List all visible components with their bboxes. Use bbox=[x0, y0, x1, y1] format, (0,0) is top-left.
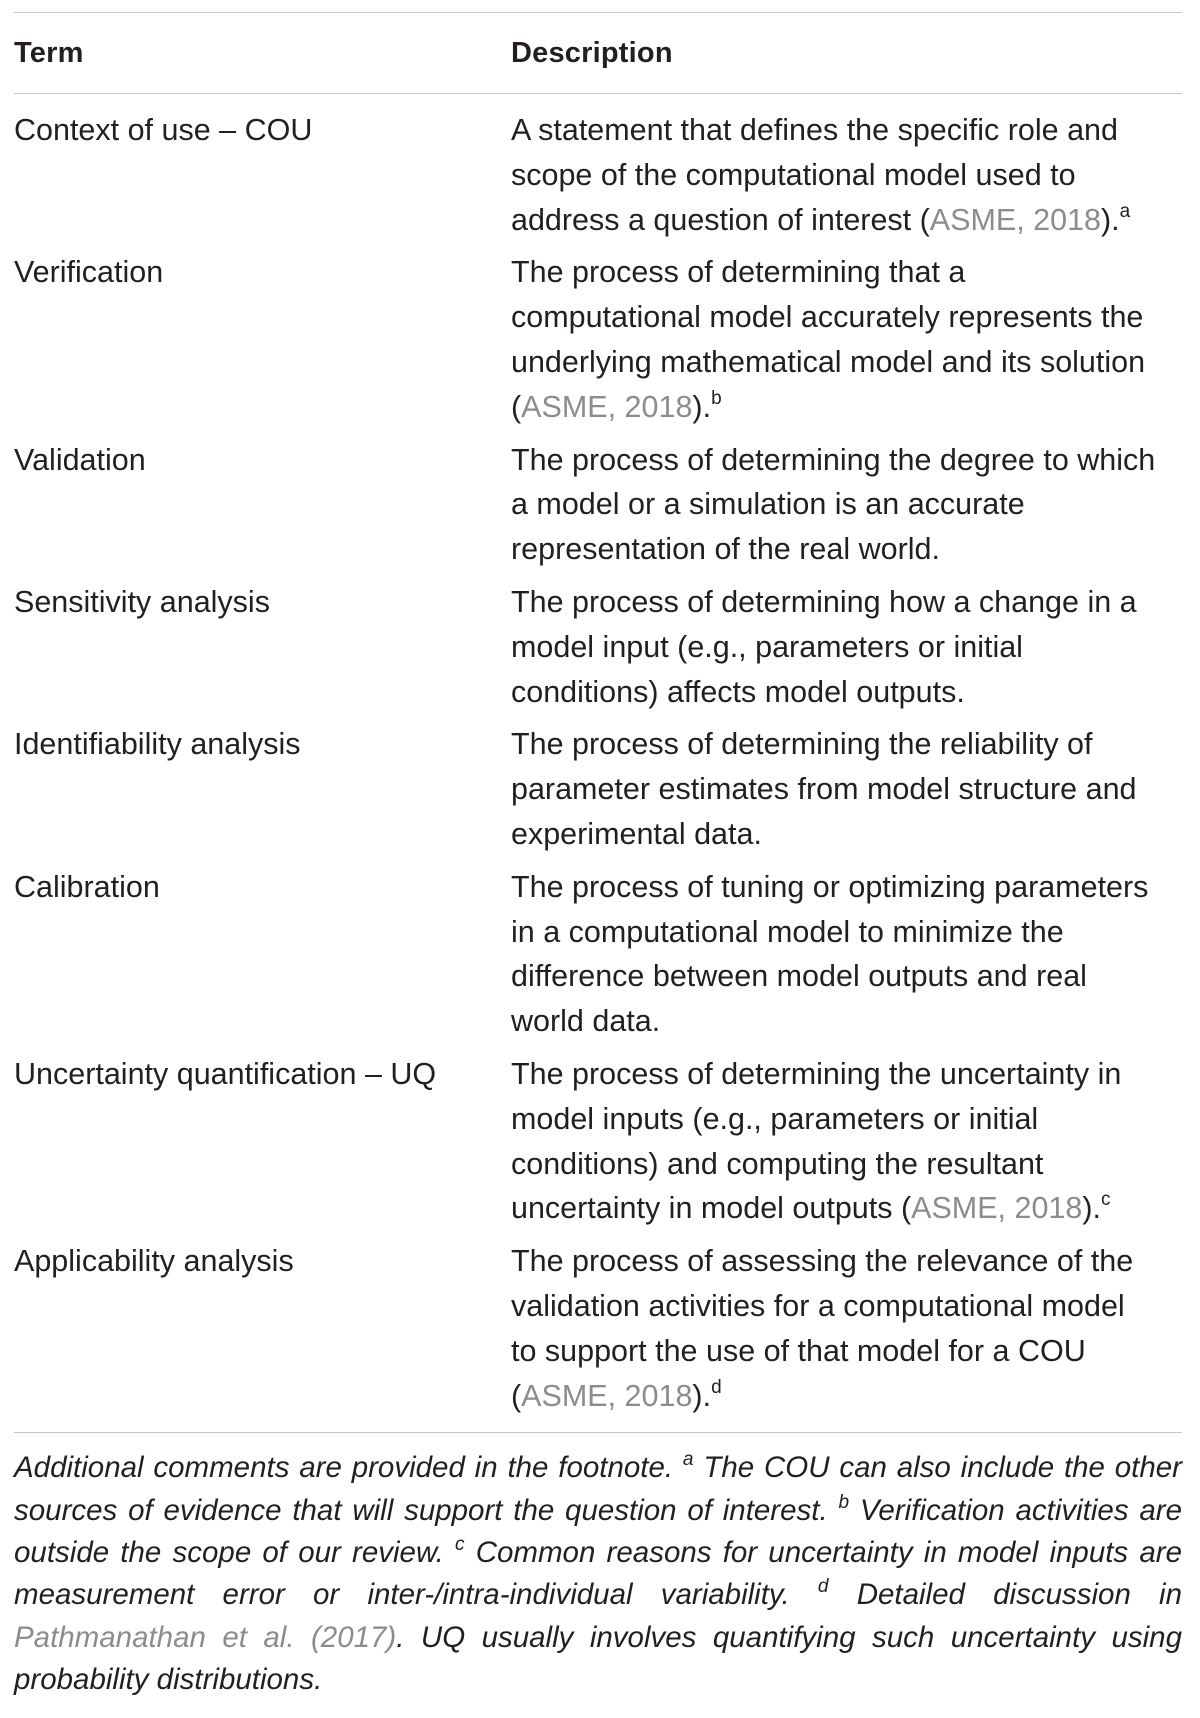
description-text: The process of determining the uncertainty in bbox=[511, 1056, 1122, 1091]
footnote-marker[interactable]: c bbox=[1101, 1189, 1111, 1211]
citation-close: ). bbox=[1082, 1191, 1101, 1226]
term-cell: Validation bbox=[14, 442, 146, 477]
table-row bbox=[14, 250, 1182, 429]
description-line bbox=[511, 340, 1182, 385]
description-text: The process of assessing the relevance of the bbox=[511, 1244, 1134, 1279]
description-text: The process of determining how a change in a bbox=[511, 584, 1137, 619]
description-line bbox=[511, 812, 1182, 857]
citation-close: ). bbox=[1101, 202, 1120, 237]
term-cell: Sensitivity analysis bbox=[14, 584, 270, 619]
citation-link[interactable]: ASME, 2018 bbox=[521, 389, 693, 424]
table-footnote bbox=[14, 1433, 1182, 1701]
description-line bbox=[511, 670, 1182, 715]
table-header bbox=[14, 13, 1182, 93]
footnote-d-text-before: Detailed discussion in bbox=[856, 1578, 1183, 1612]
description-line bbox=[511, 865, 1182, 910]
term-cell: Context of use – COU bbox=[14, 113, 313, 147]
header-description: Description bbox=[511, 36, 673, 69]
footnote-marker[interactable]: a bbox=[1119, 200, 1131, 222]
description-line bbox=[511, 198, 1182, 243]
description-text: computational model accurately represents the bbox=[511, 300, 1144, 335]
footnote-d-text-after: . UQ usually involves quantifying such uncertainty using probability distributions. bbox=[14, 1620, 1182, 1696]
description-line bbox=[511, 954, 1182, 999]
description-cell bbox=[511, 1052, 1182, 1231]
description-line bbox=[511, 580, 1182, 625]
term-cell: Calibration bbox=[14, 869, 160, 904]
description-line bbox=[511, 250, 1182, 295]
description-text: a model or a simulation is an accurate bbox=[511, 487, 1025, 522]
table-body bbox=[14, 94, 1182, 1432]
term-cell: Verification bbox=[14, 255, 164, 290]
description-text: ( bbox=[511, 1378, 522, 1413]
description-text: conditions) and computing the resultant bbox=[511, 1146, 1044, 1181]
description-line bbox=[511, 1186, 1182, 1231]
term-cell: Applicability analysis bbox=[14, 1244, 294, 1279]
description-text: The process of determining the reliability of bbox=[511, 727, 1093, 762]
citation-link[interactable]: ASME, 2018 bbox=[929, 202, 1102, 237]
header-term: Term bbox=[14, 36, 84, 69]
footnote-b-text: Verification activities are outside the scope of our review. bbox=[14, 1493, 1182, 1569]
definitions-table bbox=[14, 12, 1182, 1701]
description-cell bbox=[511, 722, 1182, 856]
table-row bbox=[14, 722, 1182, 856]
citation-link[interactable]: ASME, 2018 bbox=[911, 1191, 1083, 1226]
description-line bbox=[511, 767, 1182, 812]
description-line bbox=[511, 722, 1182, 767]
description-text: representation of the real world. bbox=[511, 532, 940, 567]
description-line bbox=[511, 153, 1182, 198]
footnote-mark-b: b bbox=[838, 1491, 850, 1513]
footnote-d-citation-link[interactable]: Pathmanathan et al. (2017) bbox=[14, 1620, 397, 1654]
citation-close: ). bbox=[692, 389, 712, 424]
footnote-a-text: The COU can also include the other sources of evidence that will support the question of interest. bbox=[14, 1451, 1183, 1527]
table-row bbox=[14, 1239, 1182, 1418]
description-text: scope of the computational model used to bbox=[511, 157, 1076, 192]
description-text: underlying mathematical model and its solution bbox=[511, 344, 1146, 379]
description-text: The process of determining the degree to which bbox=[511, 442, 1156, 477]
description-text: difference between model outputs and real bbox=[511, 959, 1087, 994]
description-text: The process of determining that a bbox=[511, 255, 966, 290]
description-line bbox=[511, 910, 1182, 955]
description-cell bbox=[511, 1239, 1182, 1418]
description-text: A statement that defines the specific role and bbox=[511, 113, 1118, 147]
description-text: The process of tuning or optimizing parameters bbox=[511, 869, 1149, 904]
description-text: address a question of interest ( bbox=[511, 202, 930, 237]
description-line bbox=[511, 438, 1182, 483]
description-text: uncertainty in model outputs ( bbox=[511, 1191, 912, 1226]
description-line bbox=[511, 385, 1182, 430]
description-text: conditions) affects model outputs. bbox=[511, 674, 965, 709]
footnote-c-text: Common reasons for uncertainty in model inputs are measurement error or inter-/intra-individual variability. bbox=[14, 1535, 1182, 1612]
footnote-intro: Additional comments are provided in the footnote. bbox=[14, 1451, 674, 1485]
description-text: world data. bbox=[511, 1004, 661, 1039]
table-row bbox=[14, 108, 1182, 242]
description-text: ( bbox=[511, 389, 522, 424]
citation-link[interactable]: ASME, 2018 bbox=[521, 1378, 693, 1413]
description-line bbox=[511, 1329, 1182, 1374]
description-cell bbox=[511, 108, 1182, 242]
description-cell bbox=[511, 580, 1182, 714]
footnote-mark-c: c bbox=[455, 1533, 465, 1555]
description-line bbox=[511, 999, 1182, 1044]
description-text: validation activities for a computational model bbox=[511, 1288, 1125, 1323]
description-line bbox=[511, 482, 1182, 527]
description-text: model input (e.g., parameters or initial bbox=[511, 629, 1023, 664]
footnote-marker[interactable]: d bbox=[711, 1376, 722, 1398]
footnote-mark-a: a bbox=[682, 1449, 694, 1471]
table-row bbox=[14, 865, 1182, 1044]
term-cell: Uncertainty quantification – UQ bbox=[14, 1056, 437, 1091]
footnote-mark-d: d bbox=[817, 1576, 829, 1598]
description-line bbox=[511, 527, 1182, 572]
description-line bbox=[511, 1097, 1182, 1142]
description-text: in a computational model to minimize the bbox=[511, 914, 1064, 949]
description-text: to support the use of that model for a COU bbox=[511, 1333, 1086, 1368]
description-cell bbox=[511, 250, 1182, 429]
description-text: experimental data. bbox=[511, 816, 762, 851]
description-line bbox=[511, 108, 1182, 153]
description-line bbox=[511, 1239, 1182, 1284]
description-line bbox=[511, 1284, 1182, 1329]
description-cell bbox=[511, 865, 1182, 1044]
term-cell: Identifiability analysis bbox=[14, 727, 301, 762]
description-text: model inputs (e.g., parameters or initial bbox=[511, 1101, 1039, 1136]
description-line bbox=[511, 295, 1182, 340]
description-line bbox=[511, 1052, 1182, 1097]
table-row bbox=[14, 1052, 1182, 1231]
citation-close: ). bbox=[692, 1378, 712, 1413]
description-text: parameter estimates from model structure and bbox=[511, 772, 1137, 807]
description-cell bbox=[511, 438, 1182, 572]
footnote-marker[interactable]: b bbox=[711, 387, 722, 409]
description-line bbox=[511, 625, 1182, 670]
table-row bbox=[14, 438, 1182, 572]
description-line bbox=[511, 1142, 1182, 1187]
description-line bbox=[511, 1374, 1182, 1419]
table-row bbox=[14, 580, 1182, 714]
